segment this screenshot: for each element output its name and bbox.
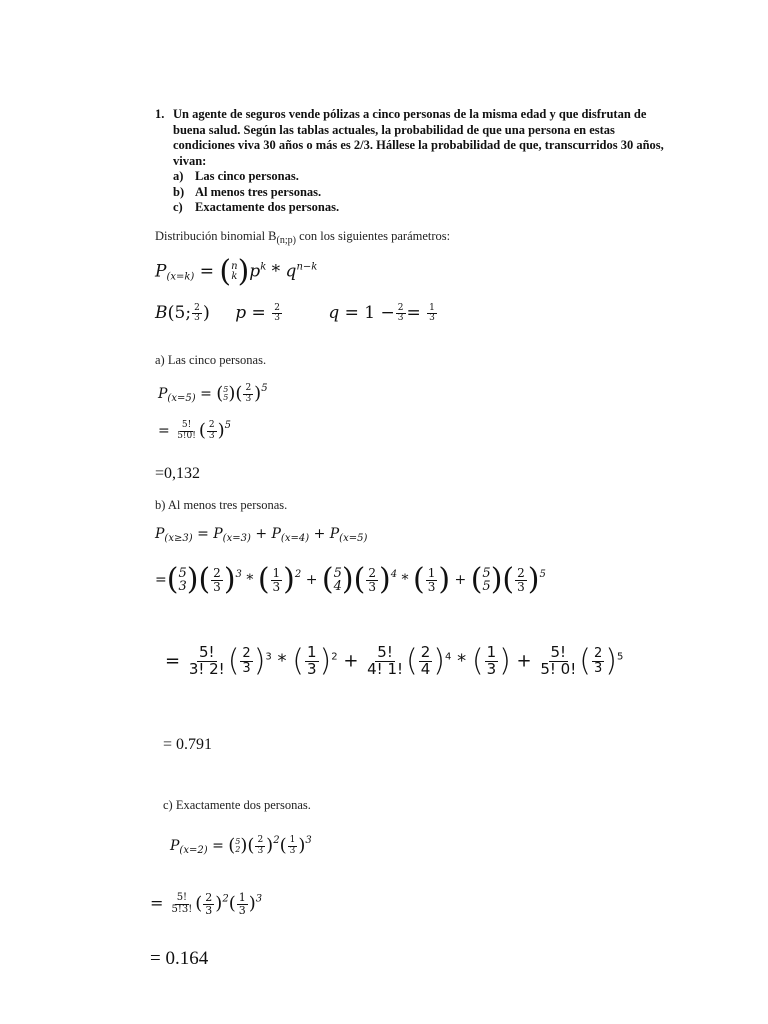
problem-statement xyxy=(155,107,664,216)
part-c-result: = 0.164 xyxy=(150,948,209,969)
part-b-sum: $P_{(x\ge 3)} = P_{(x=3)} + P_{(x=4)} + P_{(x=5)}$ xyxy=(155,526,368,544)
part-b-factorial-terms: = $\frac{5!}{3! 2!}$ ( $\frac{2}{3}$ )$^3$ * ( $\frac{1}{3}$ )$^2$ + $\frac{5!}{4! 1!}$ ( $\frac{2}{4}$ )$^4$ * ( $\frac{1}{3}$ ) + $\frac{5!}{5! 0!}$ ( $\frac{2}{3}$ )$^5$ xyxy=(165,643,624,679)
problem-line-4: vivan: xyxy=(173,153,207,168)
binomial-formula: $P_{(x=k)}$ = ( n k )$p^k * q^{n-k}$ xyxy=(155,254,318,289)
problem-line-2: buena salud. Según las tablas actuales, la probabilidad de que una persona en estas xyxy=(173,122,615,137)
part-a-result: =0,132 xyxy=(155,465,201,482)
part-b-heading: b) Al menos tres personas. xyxy=(155,498,288,512)
part-b-result: = 0.791 xyxy=(163,736,213,753)
part-a-formula: $P_{(x=5)}$ = ( 5 5 )( $\frac{2}{3}$ )$^5$ xyxy=(158,383,268,404)
part-c-heading: c) Exactamente dos personas. xyxy=(163,798,311,812)
problem-line-3: condiciones viva 30 años o más es 2/3. Hállese la probabilidad de que, transcurridos 30 años, xyxy=(173,138,664,152)
part-a-heading: a) Las cinco personas. xyxy=(155,353,267,367)
part-c-formula: $P_{(x=2)}$ = ( 5 2 )( $\frac{2}{3}$ )$^2$( $\frac{1}{3}$ )$^3$ xyxy=(170,835,312,856)
binomial-parameters: B(5; $\frac{2}{3}$ ) p = $\frac{2}{3}$ q = 1 − $\frac{2}{3}$ = $\frac{1}{3}$ xyxy=(155,302,435,324)
binomial-intro: Distribución binomial $B_{(n;p)}$ con los siguientes parámetros: xyxy=(155,229,451,246)
problem-item-b: b) Al menos tres personas. xyxy=(173,184,322,199)
part-c-step: = $\frac{5!}{5!3!}$ ( $\frac{2}{3}$ )$^2$( $\frac{1}{3}$ )$^3$ xyxy=(150,891,263,917)
part-a-step: = $\frac{5!}{5!0!}$ ( $\frac{2}{3}$ )$^5$ xyxy=(158,420,232,441)
problem-line-1: 1. Un agente de seguros vende pólizas a cinco personas de la misma edad y que disfrutan de xyxy=(155,107,647,121)
problem-number: 1. xyxy=(155,107,165,121)
problem-item-a: a) Las cinco personas. xyxy=(173,169,299,183)
problem-item-c: c) Exactamente dos personas. xyxy=(173,200,340,214)
part-b-binomial-terms: =( 5 3 )( $\frac{2}{3}$ )$^3$ * ( $\frac{1}{3}$ )$^2$ + ( 5 4 )( $\frac{2}{3}$ )$^4$ * ( $\frac{1}{3}$ ) + ( 5 5 )( $\frac{2}{3}$ )$^5$ xyxy=(155,562,546,597)
